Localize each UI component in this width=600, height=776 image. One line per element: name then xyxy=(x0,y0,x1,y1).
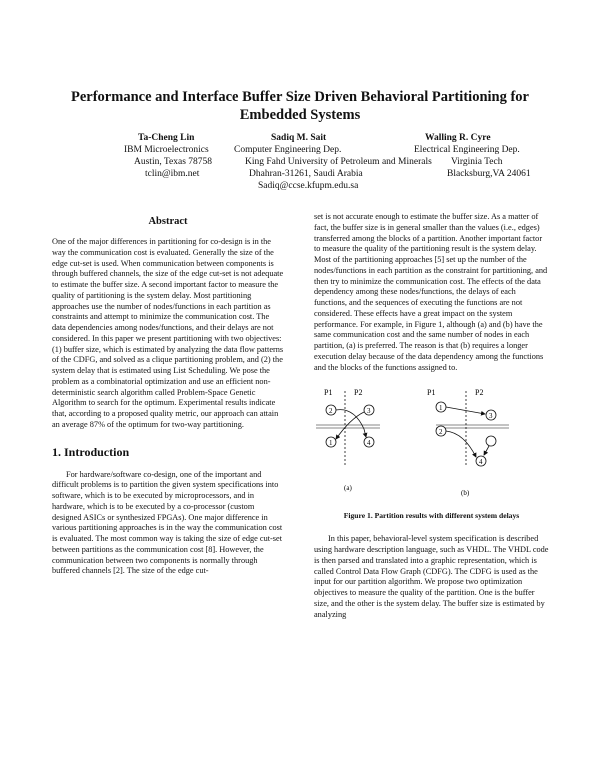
b-node-2-label: 2 xyxy=(439,428,443,437)
b-sublabel: (b) xyxy=(461,489,470,498)
left-column xyxy=(52,212,284,577)
a-node-2-label: 2 xyxy=(329,407,333,416)
a-node-3-label: 3 xyxy=(367,407,371,416)
a-node-4-label: 4 xyxy=(367,439,371,448)
author-3-location: Blacksburg,VA 24061 xyxy=(447,169,531,179)
author-1-location: Austin, Texas 78758 xyxy=(134,157,213,167)
abstract-heading: Abstract xyxy=(148,216,188,227)
b-node-x xyxy=(486,436,496,446)
author-2-name: Sadiq M. Sait xyxy=(271,133,327,143)
a-node-1-label: 1 xyxy=(329,439,333,448)
b-node-1-label: 1 xyxy=(439,404,443,413)
introduction-paragraph: For hardware/software co-design, one of the important and difficult problems is to partition the given system specifications into software, which is to be executed by microprocessors, and in hardware, which is to be executed by a co-processor (custom designed ASICs or synthesized FPGAs). One major difference in various partitioning approaches is in the way the communication cost is evaluated. The most common way is taking the size of edge cut-set between partitions as the communication cost [8]. However, the communication between two components is normally through buffered channels [2]. The size of the edge cut- xyxy=(52,469,283,576)
author-1-email: tclin@ibm.net xyxy=(145,169,200,179)
b-p2-label: P2 xyxy=(475,388,484,398)
a-sublabel: (a) xyxy=(344,484,352,493)
author-3-name: Walling R. Cyre xyxy=(425,133,491,143)
diagram-a xyxy=(316,388,380,492)
author-2-email: Sadiq@ccse.kfupm.edu.sa xyxy=(258,181,359,191)
a-p1-label: P1 xyxy=(324,388,333,398)
right-paragraph-1: set is not accurate enough to estimate the buffer size. As a matter of fact, the buffer size is in general smaller than the values (i.e., edges) transferred among the blocks of a partition. Another important factor to measure the quality of the partitioning result is the system delay. Most of the partitioning approaches [5] set up the number of the nodes/functions in each partition as the constraint for partitioning, and then try to minimize the communication cost. The effects of the data dependency among these nodes/functions, the delays of each functions, and the sequences of executing the functions are not considered. These effects have a great impact on the system performance. For example, in Figure 1, although (a) and (b) have the same communication cost and the same number of nodes in each partition, (a) is preferred. The reason is that (b) requires a longer execution delay because of the data dependency among the functions and the blocks of the functions assigned to. xyxy=(314,212,548,372)
abstract-text: One of the major differences in partitioning for co-design is in the way the communication cost is evaluated. Generally the size of the edge cut-set is used. When communication between components is through buffered channels, the size of the edge cut-set is not adequate to estimate the buffer size. A second important factor to measure the quality of partitioning is the system delay. Most partitioning approaches use the number of nodes/functions in each partition as constraints and attempt to minimize the communication cost. The data dependencies among nodes/functions, and their delays are not considered. In this paper we present partitioning with two objectives: (1) buffer size, which is estimated by analyzing the data flow patterns of the CDFG, and solved as a clique partitioning problem, and (2) the system delay that is estimated using List Scheduling. We pose the problem as a combinatorial optimization and use an efficient non-deterministic search algorithm called Problem-Space Genetic Algorithm to search for the optimum. Experimental results indicate that, according to a proposed quality metric, our approach can attain an average 87% of the optimum for two-way partitioning. xyxy=(52,237,284,429)
title-line-1: Performance and Interface Buffer Size Driven Behavioral Partitioning for xyxy=(71,89,529,105)
author-3-university: Virginia Tech xyxy=(451,157,503,167)
introduction-heading: 1. Introduction xyxy=(52,444,130,459)
author-2-location: Dhahran-31261, Saudi Arabia xyxy=(249,169,363,179)
paper-title xyxy=(60,88,540,124)
author-2-university: King Fahd University of Petroleum and Minerals xyxy=(245,157,432,167)
a-edge-3-1 xyxy=(336,412,364,439)
a-p2-label: P2 xyxy=(354,388,363,398)
b-node-3-label: 3 xyxy=(489,412,493,421)
author-1-name: Ta-Cheng Lin xyxy=(138,133,195,143)
title-line-2: Embedded Systems xyxy=(239,107,361,123)
b-node-4-label: 4 xyxy=(479,458,483,467)
b-edge-x-4 xyxy=(484,446,489,455)
diagram-b xyxy=(427,388,509,497)
b-edge-2-4 xyxy=(446,431,476,457)
figure-caption: Figure 1. Partition results with different system delays xyxy=(343,511,520,521)
b-p1-label: P1 xyxy=(427,388,436,398)
b-edge-1-3 xyxy=(446,407,485,414)
figure-1 xyxy=(314,387,549,505)
partition-diagram xyxy=(314,387,549,505)
right-column xyxy=(314,212,549,620)
author-3-department: Electrical Engineering Dep. xyxy=(414,145,520,155)
author-1-affiliation: IBM Microelectronics xyxy=(124,145,209,155)
author-2-department: Computer Engineering Dep. xyxy=(234,145,342,155)
right-paragraph-2: In this paper, behavioral-level system specification is described using hardware description language, such as VHDL. The VHDL code is then parsed and translated into a graphic representation, which is called Control Data Flow Graph (CDFG). The CDFG is used as the input for our partition algorithm. We propose two optimization objectives to measure the quality of the partition. One is the buffer size, and the other is the system delay. The buffer size is estimated by analyzing xyxy=(314,534,549,619)
